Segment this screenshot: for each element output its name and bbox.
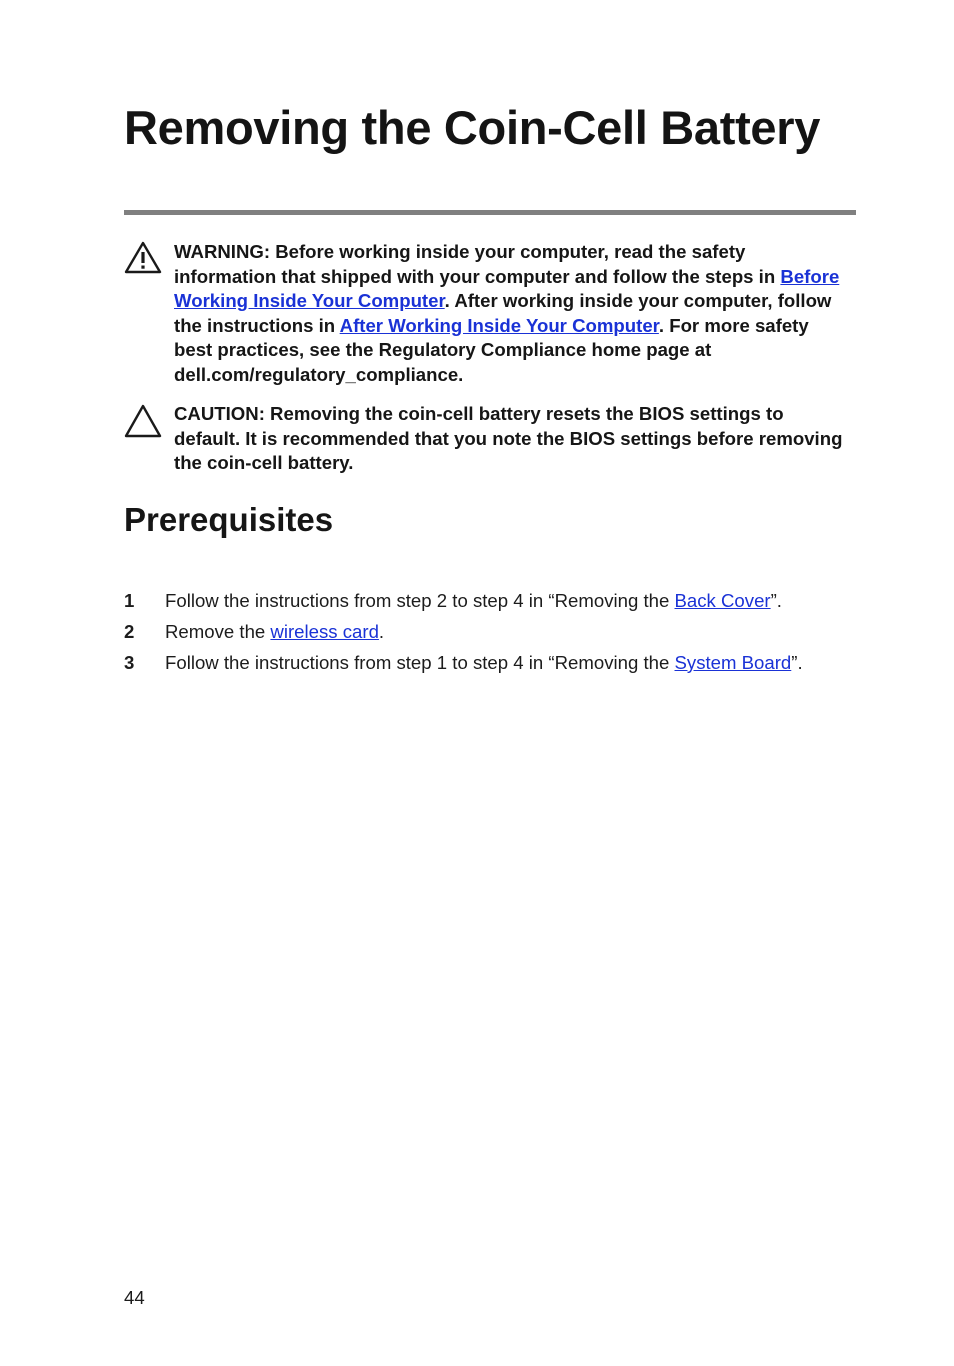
system-board-link[interactable]: System Board	[674, 652, 792, 673]
wireless-card-link[interactable]: wireless card	[270, 621, 379, 642]
warning-triangle-icon	[124, 240, 162, 274]
warning-text-part-2: . After working inside your computer, follow the instructions in	[174, 290, 832, 336]
section-heading: Prerequisites	[124, 501, 334, 538]
step-item	[124, 650, 844, 675]
step-number: 1	[124, 590, 135, 611]
step-text-end: .	[378, 621, 385, 642]
step-text-end: ”.	[791, 652, 803, 673]
caution-text: CAUTION: Removing the coin-cell battery resets the BIOS settings to default. It is recommended that you note the BIOS settings before removing the coin-cell battery.	[174, 403, 843, 474]
page-number: 44	[124, 1287, 145, 1308]
after-working-link[interactable]: After Working Inside Your Computer	[339, 314, 659, 336]
caution-notice	[124, 402, 848, 476]
warning-text-part-3: . For more safety best practices, see the Regulatory Compliance home page at dell.com/regulatory_compliance.	[174, 314, 809, 385]
step-text: Follow the instructions from step 1 to step 4 in “Removing the	[165, 652, 675, 673]
step-text: Remove the	[165, 621, 271, 642]
prerequisite-steps	[124, 588, 844, 681]
back-cover-link[interactable]: Back Cover	[674, 590, 771, 611]
step-text: Follow the instructions from step 2 to step 4 in “Removing the	[165, 590, 675, 611]
step-text-end: ”.	[770, 590, 782, 611]
caution-triangle-icon	[124, 402, 162, 436]
warning-text-part-1: WARNING: Before working inside your computer, read the safety information that shipped with your computer and follow the steps in	[174, 241, 781, 287]
step-item	[124, 588, 844, 613]
page-title: Removing the Coin-Cell Battery	[124, 101, 821, 154]
step-item	[124, 619, 844, 644]
warning-text	[174, 240, 848, 388]
warning-notice	[124, 240, 848, 388]
title-divider	[124, 210, 856, 215]
step-number: 2	[124, 621, 135, 642]
before-working-link[interactable]: Before Working Inside Your Computer	[174, 265, 840, 312]
step-number: 3	[124, 652, 135, 673]
